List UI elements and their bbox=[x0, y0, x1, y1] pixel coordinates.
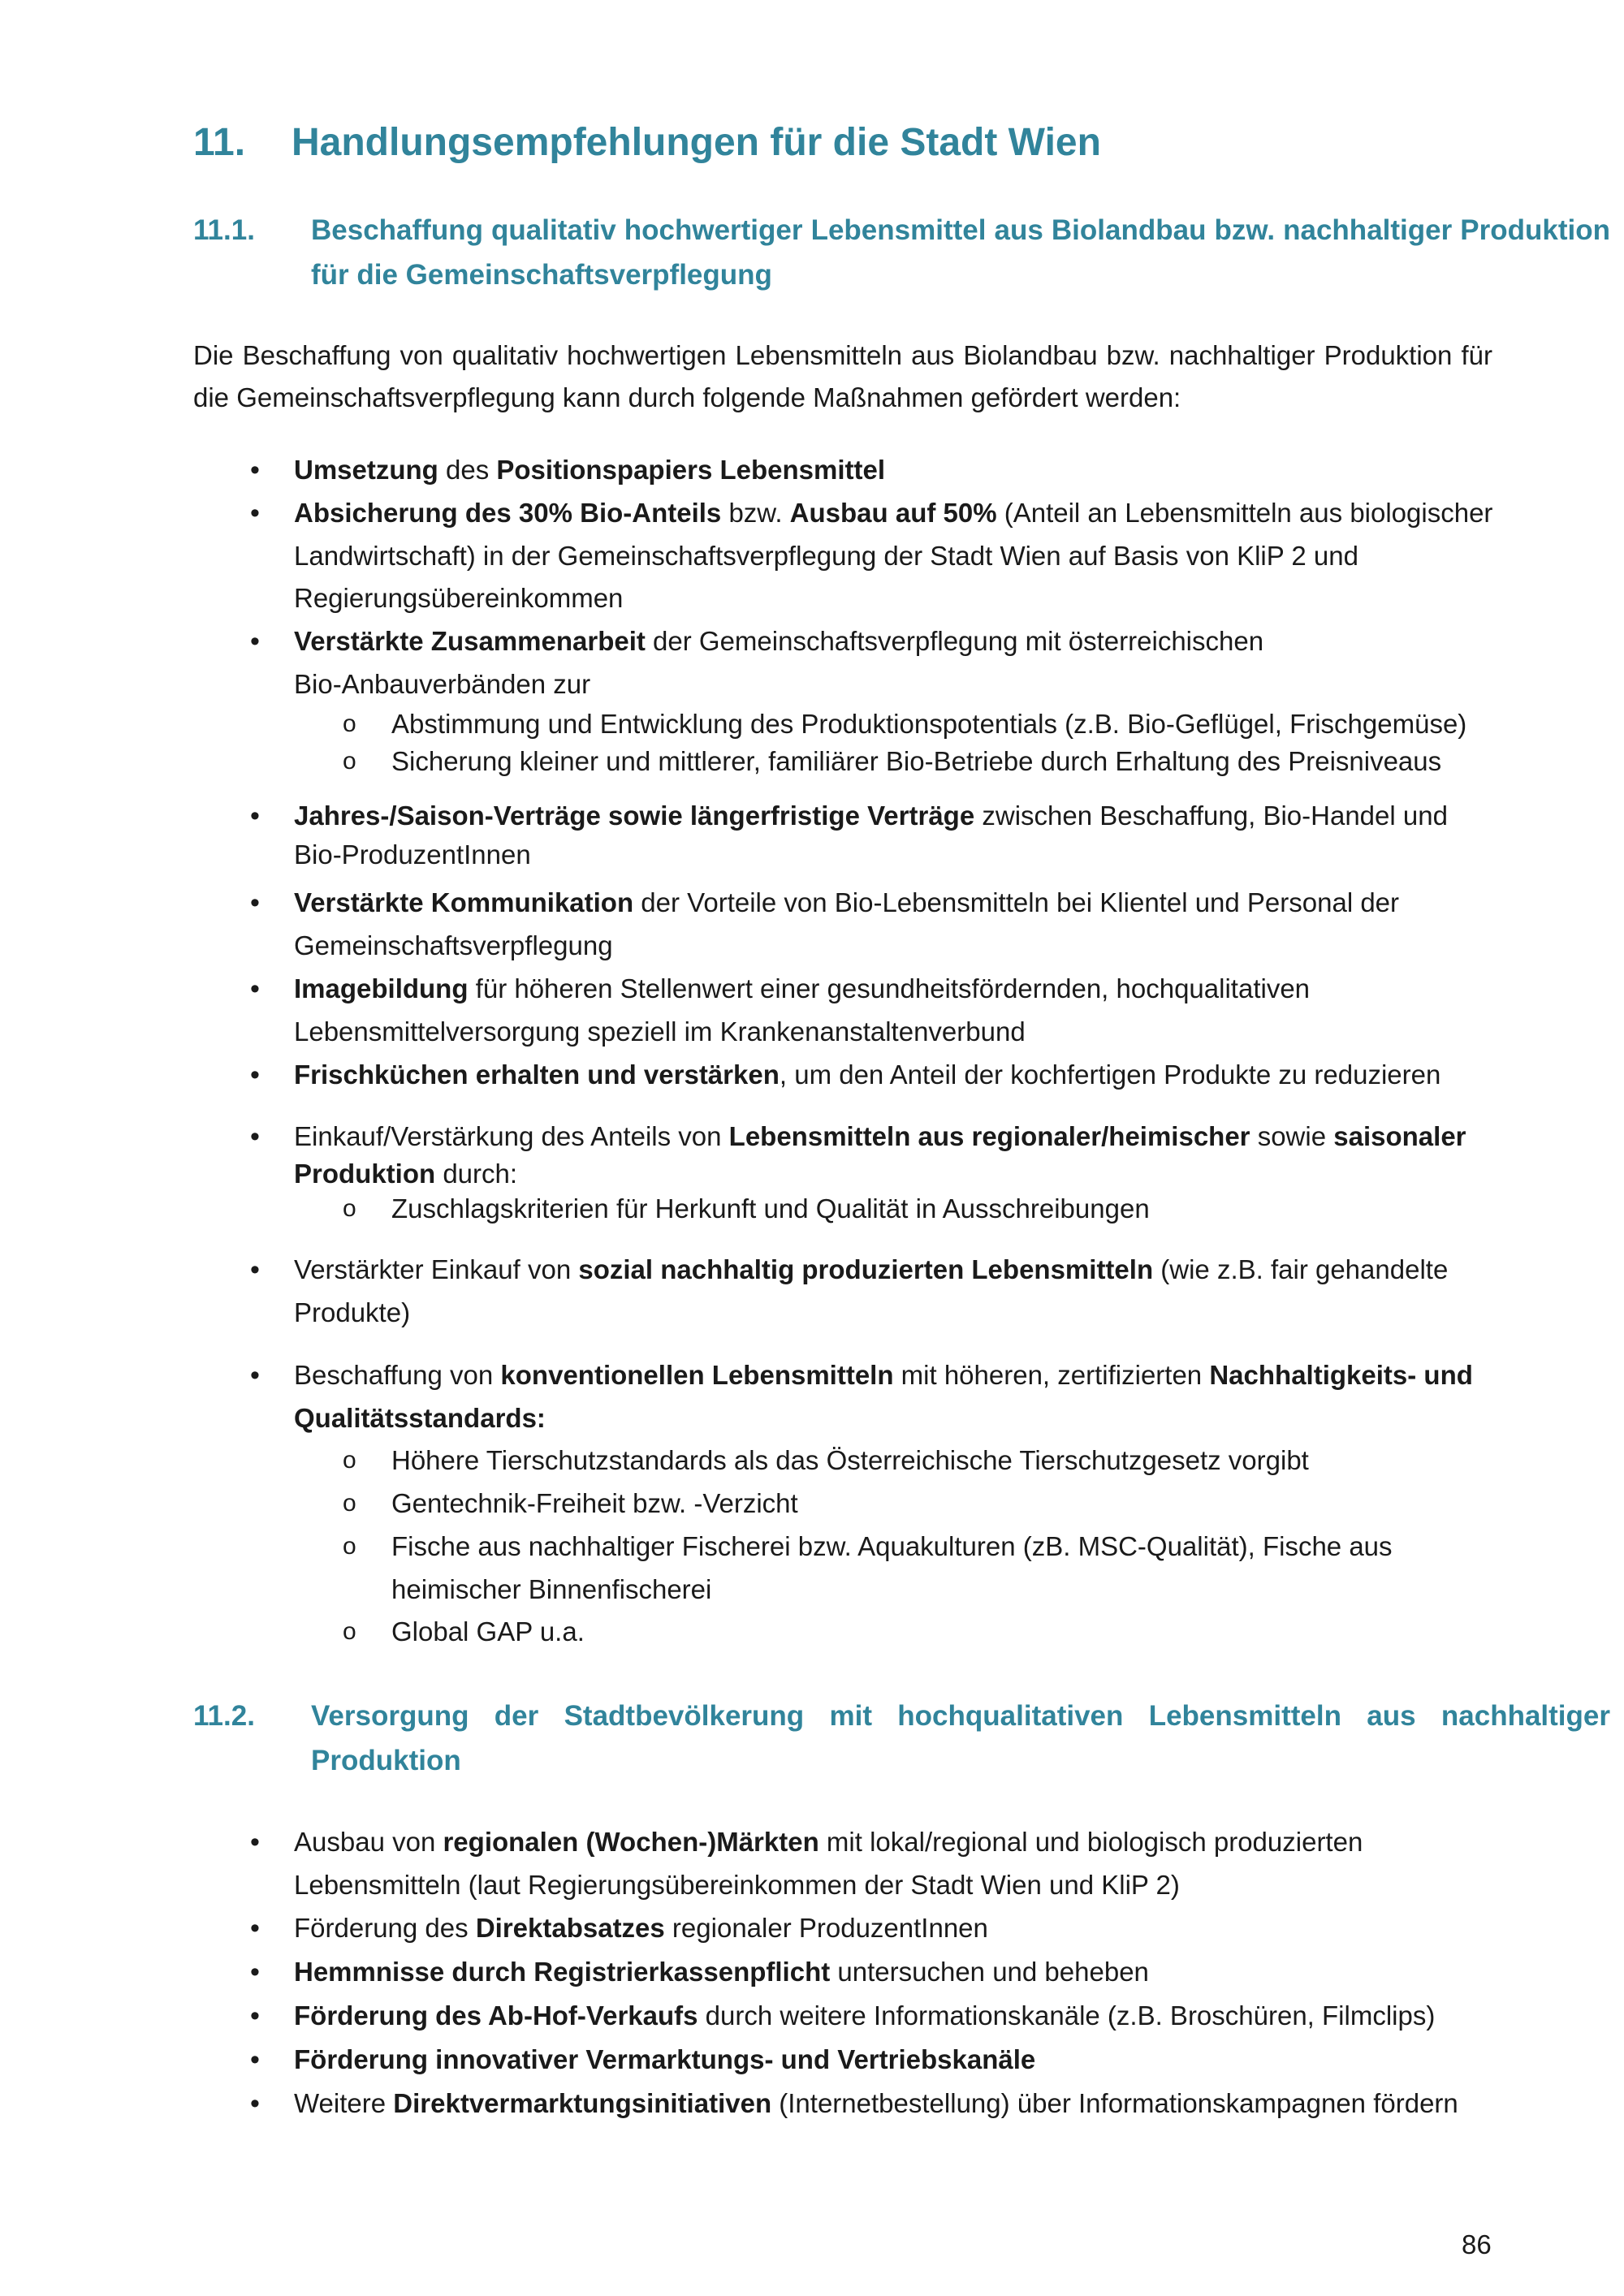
section-number: 11.2. bbox=[193, 1700, 255, 1732]
list-item: • Verstärkte Kommunikation der Vorteile von Bio-Lebensmitteln bei Klientel und Personal der Gemeinschaftsverpflegung bbox=[294, 882, 1512, 967]
sub-list-item: o Höhere Tierschutzstandards als das Österreichische Tierschutzgesetz vorgibt bbox=[391, 1439, 1528, 1482]
list-item: • Hemmnisse durch Registrierkassenpflicht untersuchen und beheben bbox=[294, 1951, 1512, 1994]
sub-list-item: o Sicherung kleiner und mittlerer, familiärer Bio-Betriebe durch Erhaltung des Preisniveaus bbox=[391, 743, 1528, 780]
intro-paragraph: Die Beschaffung von qualitativ hochwertigen Lebensmitteln aus Biolandbau bzw. nachhaltiger Produktion für die Gemeinschaftsverpflegung kann durch folgende Maßnahmen gefördert werden: bbox=[193, 340, 1492, 412]
chapter-heading bbox=[193, 120, 1101, 165]
list-item: • Umsetzung des Positionspapiers Lebensmittel bbox=[294, 449, 1512, 492]
sub-list-item: o Abstimmung und Entwicklung des Produktionspotentials (z.B. Bio-Geflügel, Frischgemüse) bbox=[391, 706, 1528, 743]
list-item: • Absicherung des 30% Bio-Anteils bzw. Ausbau auf 50% (Anteil an Lebensmitteln aus biologischer Landwirtschaft) in der Gemeinschaftsverpflegung der Stadt Wien auf Basis von KliP 2 und Regierungsübereinkommen bbox=[294, 492, 1512, 620]
list-item: • Ausbau von regionalen (Wochen-)Märkten mit lokal/regional und biologisch produzierten Lebensmitteln (laut Regierungsübereinkommen der Stadt Wien und KliP 2) bbox=[294, 1821, 1512, 1906]
sub-list-item: o Gentechnik-Freiheit bzw. -Verzicht bbox=[391, 1482, 1528, 1526]
list-item: • Jahres-/Saison-Verträge sowie längerfristige Verträge zwischen Beschaffung, Bio-Handel und Bio-ProduzentInnen bbox=[294, 796, 1512, 874]
list-item: • Verstärkter Einkauf von sozial nachhaltig produzierten Lebensmitteln (wie z.B. fair gehandelte Produkte) bbox=[294, 1249, 1512, 1334]
list-item: • Weitere Direktvermarktungsinitiativen (Internetbestellung) über Informationskampagnen fördern bbox=[294, 2082, 1512, 2126]
list-item: • Imagebildung für höheren Stellenwert einer gesundheitsfördernden, hochqualitativen Lebensmittelversorgung speziell im Krankenanstaltenverbund bbox=[294, 968, 1512, 1053]
sub-list-item: o Zuschlagskriterien für Herkunft und Qualität in Ausschreibungen bbox=[391, 1190, 1528, 1228]
list-item: • Beschaffung von konventionellen Lebensmitteln mit höheren, zertifizierten Nachhaltigkeits- und Qualitätsstandards: bbox=[294, 1354, 1512, 1439]
section-title: Versorgung der Stadtbevölkerung mit hochqualitativen Lebensmitteln aus nachhaltiger Produktion bbox=[311, 1700, 1610, 1776]
list-item: • Verstärkte Zusammenarbeit der Gemeinschaftsverpflegung mit österreichischen Bio-Anbauverbänden zur bbox=[294, 620, 1512, 706]
chapter-title: Handlungsempfehlungen für die Stadt Wien bbox=[292, 121, 1101, 164]
sub-list-item: o Fische aus nachhaltiger Fischerei bzw. Aquakulturen (zB. MSC-Qualität), Fische aus heimischer Binnenfischerei bbox=[391, 1526, 1528, 1611]
list-item: • Frischküchen erhalten und verstärken, um den Anteil der kochfertigen Produkte zu reduzieren bbox=[294, 1054, 1512, 1097]
page-number: 86 bbox=[1462, 2229, 1492, 2259]
section-number: 11.1. bbox=[193, 214, 255, 246]
sub-list-item: o Global GAP u.a. bbox=[391, 1611, 1528, 1654]
chapter-number: 11. bbox=[193, 121, 246, 164]
list-item: • Förderung des Ab-Hof-Verkaufs durch weitere Informationskanäle (z.B. Broschüren, Filmclips) bbox=[294, 1995, 1512, 2038]
list-item: • Förderung des Direktabsatzes regionaler ProduzentInnen bbox=[294, 1907, 1512, 1950]
section-title: Beschaffung qualitativ hochwertiger Lebensmittel aus Biolandbau bzw. nachhaltiger Produktion für die Gemeinschaftsverpflegung bbox=[311, 214, 1610, 291]
list-item: • Einkauf/Verstärkung des Anteils von Lebensmitteln aus regionaler/heimischer sowie saisonaler Produktion durch: bbox=[294, 1118, 1512, 1193]
list-item: • Förderung innovativer Vermarktungs- und Vertriebskanäle bbox=[294, 2039, 1512, 2082]
